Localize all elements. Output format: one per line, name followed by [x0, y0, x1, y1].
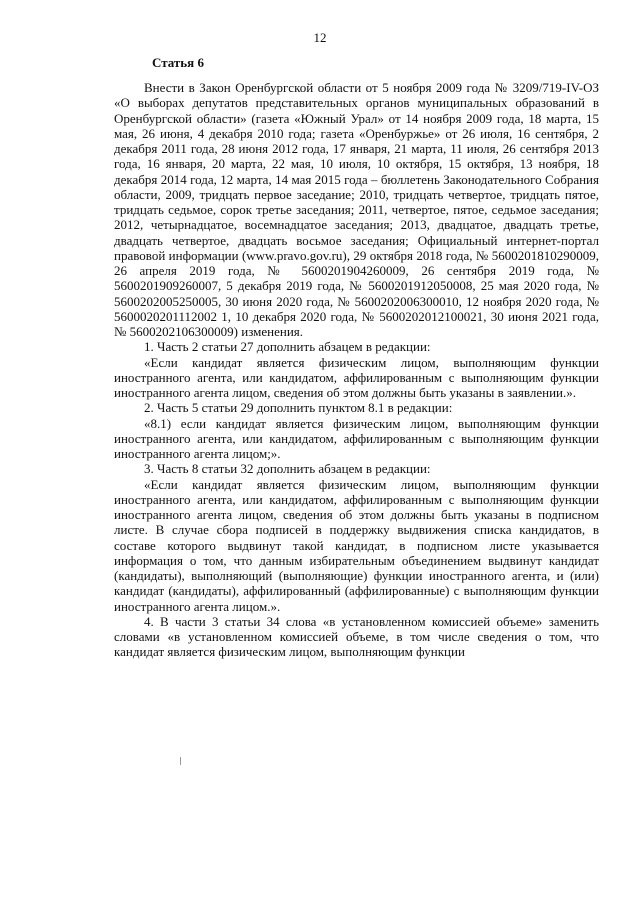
item-2-paragraph: 2. Часть 5 статьи 29 дополнить пунктом 8.1 в редакции: — [144, 400, 453, 416]
scan-mark — [180, 757, 181, 765]
intro-paragraph: Внести в Закон Оренбургской области от 5 ноября 2009 года № 3209/719-IV-ОЗ «О выборах депутатов представительных органов муниципальных образований в Оренбургской области» (газета «Южный Урал» от 14 ноября 2009 года, 18 марта, 15 мая, 26 июня, 4 декабря 2010 года; газета «Оренбуржье» от 26 июля, 16 сентября, 2 декабря 2011 года, 28 июня 2012 года, 17 января, 21 марта, 11 июля, 26 сентября 2013 года, 16 января, 20 марта, 22 мая, 10 июля, 10 октября, 15 октября, 13 ноября, 18 декабря 2014 года, 12 марта, 14 мая 2015 года – бюллетень Законодательного Собрания области, 2009, тридцать первое заседание; 2010, тридцать четвертое, тридцать пятое, тридцать седьмое, сорок третье заседания; 2011, четвертое, пятое, седьмое заседания; 2012, четырнадцатое, восемнадцатое заседания; 2013, двадцатое, двадцать третье, двадцать четвертое, двадцать восьмое заседания; Официальный интернет-портал правовой информации (www.pravo.gov.ru), 29 октября 2018 года, № 5600201810290009, 26 апреля 2019 года, № 5600201904260009, 26 сентября 2019 года, № 5600201909260007, 5 декабря 2019 года, № 5600201912050008, 25 мая 2020 года, № 5600202005250005, 30 июня 2020 года, № 5600202006300010, 12 ноября 2020 года, № 5600020201112002 1, 10 декабря 2020 года, № 5600202012100021, 30 июня 2021 года, № 5600202106300009) изменения. — [114, 80, 599, 339]
item-1-paragraph: 1. Часть 2 статьи 27 дополнить абзацем в редакции: — [144, 339, 431, 355]
item-1-quote: «Если кандидат является физическим лицом, выполняющим функции иностранного агента, или кандидатом, аффилированным с выполняющим функции иностранного агента лицом, сведения об этом должны быть указаны в заявлении.». — [114, 354, 599, 400]
article-heading: Статья 6 — [152, 55, 204, 70]
document-body — [114, 80, 599, 660]
page-number: 12 — [313, 30, 327, 45]
item-2-quote: «8.1) если кандидат является физическим лицом, выполняющим функции иностранного агента, или кандидатом, аффилированным с выполняющим функции иностранного агента лицом;». — [114, 415, 599, 461]
item-4-paragraph: 4. В части 3 статьи 34 слова «в установленном комиссией объеме» заменить словами «в установленном комиссией объеме, в том числе сведения о том, что кандидат является физическим лицом, выполняющим функции — [114, 613, 599, 660]
item-3-paragraph: 3. Часть 8 статьи 32 дополнить абзацем в редакции: — [144, 461, 431, 477]
item-3-quote: «Если кандидат является физическим лицом, выполняющим функции иностранного агента, или кандидатом, аффилированным с выполняющим функции иностранного агента лицом, сведения об этом должны быть указаны в подписном листе. В случае сбора подписей в поддержку выдвижения списка кандидатов, в составе которого выдвинут такой кандидат, в подписном листе указывается информация о том, что данным избирательным объединением выдвинут кандидат (кандидаты), выполняющий (выполняющие) функции иностранного агента, и (или) кандидат (кандидаты), аффилированный (аффилированные) с выполняющим функции иностранного агента лицом.». — [114, 476, 599, 614]
